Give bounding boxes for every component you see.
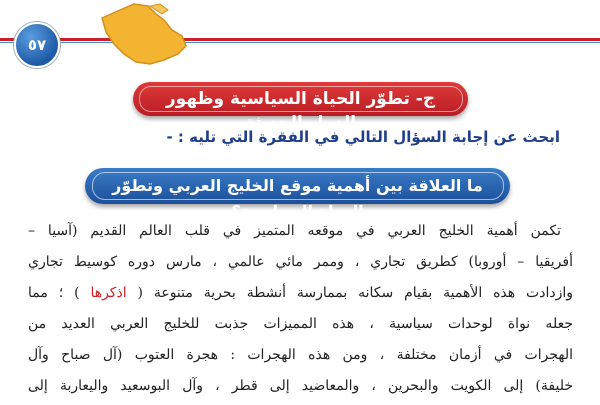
section-title-banner: [133, 82, 468, 133]
page-number-badge: [14, 22, 60, 68]
instruction-text: ابحث عن إجابة السؤال التالي في الفقرة التي تليه : -: [166, 128, 560, 146]
paragraph: [28, 216, 573, 402]
highlight-mention-them: اذكرها: [90, 285, 127, 301]
paragraph-line-5: الهجرات في أزمان مختلفة ، ومن هذه الهجرات : هجرة العتوب (آل صباح وآل: [28, 347, 573, 363]
question-banner: [85, 168, 510, 221]
paragraph-line-3-end: ) ؛ مما: [28, 285, 91, 301]
paragraph-line-6: خليفة) إلى الكويت والبحرين ، والمعاضيد إلى قطر ، وآل البوسعيد واليعاربة إلى: [28, 378, 573, 394]
paragraph-line-2: أفريقيا – أوروبا) كطريق تجاري ، وممر مائي عالمي ، مارس دوره كوسيط تجاري: [28, 254, 573, 270]
paragraph-line-3: [28, 278, 573, 309]
paragraph-line-3-start: وازدادت هذه الأهمية بقيام سكانه بممارسة أنشطة بحرية متنوعة (: [126, 285, 574, 301]
page-number: ٥٧: [27, 36, 47, 54]
paragraph-line-1: تكمن أهمية الخليج العربي في موقعه المتميز في قلب العالم القديم (آسيا –: [28, 223, 561, 239]
section-title: ج- تطوّر الحياة السياسية وظهور الدول الحديثة: [139, 86, 463, 112]
question-text: ما العلاقة بين أهمية موقع الخليج العربي وتطوّر الحياة السياسية؟: [92, 172, 504, 200]
map-of-saudi-arabia-icon: [90, 0, 195, 70]
paragraph-line-4: جعله نواة لوحدات سياسية ، هذه المميزات جذبت للخليج العربي العديد من: [28, 316, 573, 332]
